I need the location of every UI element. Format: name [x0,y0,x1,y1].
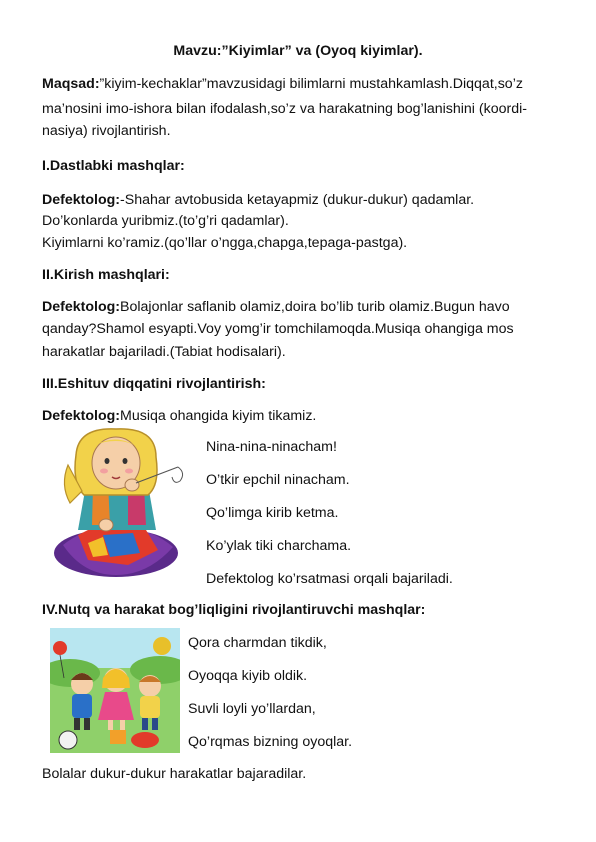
section-2-text-2: qanday?Shamol esyapti.Voy yomg’ir tomchilamoqda.Musiqa ohangiga mos [42,321,514,337]
verse-1-line-1: Nina-nina-ninacham! [206,439,337,455]
verse-2-line-3: Suvli loyli yo’llardan, [188,701,316,717]
goal-text-1: ”kiyim-kechaklar”mavzusidagi bilimlarni mustahkamlash.Diqqat,so’z [99,76,523,92]
verse-2-line-4: Qo’rqmas bizning oyoqlar. [188,734,353,750]
section-1-text-1: -Shahar avtobusida ketayapmiz (dukur-dukur) qadamlar. [120,192,475,208]
section-2-heading: II.Kirish mashqlari: [42,267,170,283]
section-3-text-1: Musiqa ohangida kiyim tikamiz. [120,408,317,424]
section-3-line-1 [42,407,316,425]
verse-1-line-2: O’tkir epchil ninacham. [206,472,350,488]
children-playing-illustration [50,628,180,753]
goal-text-3: nasiya) rivojlantirish. [42,123,171,139]
closing-line: Bolalar dukur-dukur harakatlar bajaradilar. [42,766,307,782]
section-2-text-3: harakatlar bajariladi.(Tabiat hodisalari). [42,344,286,360]
verse-1-instruction: Defektolog ko’rsatmasi orqali bajariladi. [206,571,453,587]
verse-1-line-4: Ko’ylak tiki charchama. [206,538,352,554]
goal-label: Maqsad: [42,76,100,92]
section-2-text-1: Bolajonlar saflanib olamiz,doira bo’lib turib olamiz.Bugun havo [120,299,510,315]
defectologist-label: Defektolog: [42,192,121,208]
verse-2-line-1: Qora charmdan tikdik, [188,635,327,651]
section-3-heading: III.Eshituv diqqatini rivojlantirish: [42,376,266,392]
section-1-text-2: Do’konlarda yuribmiz.(to’g’ri qadamlar). [42,213,289,229]
section-4-heading: IV.Nutq va harakat bog’liqligini rivojlantiruvchi mashqlar: [42,602,426,618]
section-1-heading: I.Dastlabki mashqlar: [42,158,185,174]
section-1-text-3: Kiyimlarni ko’ramiz.(qo’llar o’ngga,chapga,tepaga-pastga). [42,235,408,251]
section-2-line-1 [42,298,510,316]
goal-text-2: ma’nosini imo-ishora bilan ifodalash,so’z va harakatning bog’lanishini (koordi- [42,101,527,117]
verse-1-line-3: Qo’limga kirib ketma. [206,505,339,521]
defectologist-label: Defektolog: [42,299,121,315]
section-1-line-1 [42,191,474,209]
goal-line-1 [42,75,523,93]
defectologist-label: Defektolog: [42,408,121,424]
girl-sewing-illustration [48,425,193,580]
verse-2-line-2: Oyoqqa kiyib oldik. [188,668,308,684]
page-title: Mavzu:”Kiyimlar” va (Oyoq kiyimlar). [173,43,423,59]
